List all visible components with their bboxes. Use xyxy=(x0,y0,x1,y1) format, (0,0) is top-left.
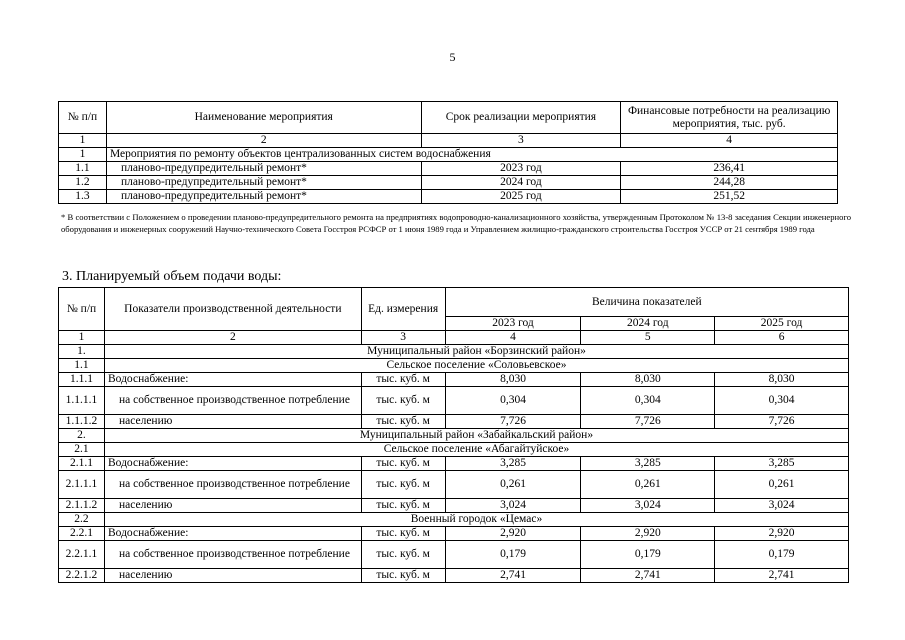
header-cell: Срок реализации мероприятия xyxy=(421,102,621,134)
measure-name: планово-предупредительный ремонт* xyxy=(106,176,421,190)
unit-cell: тыс. куб. м xyxy=(361,457,445,471)
value-2025: 0,261 xyxy=(715,471,849,499)
group-number: 1 xyxy=(59,148,107,162)
year-header: 2025 год xyxy=(715,317,849,331)
unit-cell: тыс. куб. м xyxy=(361,541,445,569)
indicator-name: населению xyxy=(104,415,361,429)
col-number-cell: 5 xyxy=(581,331,715,345)
row-number: 2. xyxy=(59,429,105,443)
table-row xyxy=(59,387,849,415)
row-number: 2.1.1.2 xyxy=(59,499,105,513)
table-row xyxy=(59,176,838,190)
unit-cell: тыс. куб. м xyxy=(361,569,445,583)
value-2023: 2,741 xyxy=(445,569,581,583)
row-number: 1.1.1.2 xyxy=(59,415,105,429)
col-number-cell: 2 xyxy=(104,331,361,345)
section-name: Муниципальный район «Забайкальский район» xyxy=(104,429,848,443)
indicator-name: населению xyxy=(104,499,361,513)
value-2023: 2,920 xyxy=(445,527,581,541)
measure-name: планово-предупредительный ремонт* xyxy=(106,190,421,204)
section-name: Военный городок «Цемас» xyxy=(104,513,848,527)
table-row xyxy=(59,373,849,387)
footnote: * В соответствии с Положением о проведении планово-предупредительного ремонта на предприятиях водопроводно-канализационного хозяйства, утвержденным Протоколом № 13-8 заседания Секции инженерного оборудования и инженерных сооружений Научно-технического Совета Госстроя РСФСР от 1 июня 1989 года и Управлением жилищно-гражданского строительства Госстроя УССР от 21 сентября 1989 года xyxy=(61,212,851,234)
value-2025: 2,920 xyxy=(715,527,849,541)
row-number: 1.3 xyxy=(59,190,107,204)
page-number: 5 xyxy=(449,50,456,64)
value-2023: 3,024 xyxy=(445,499,581,513)
measure-term: 2025 год xyxy=(421,190,621,204)
section-row xyxy=(59,429,849,443)
value-2024: 2,741 xyxy=(581,569,715,583)
header-cell: № п/п xyxy=(59,102,107,134)
unit-cell: тыс. куб. м xyxy=(361,499,445,513)
value-2023: 0,179 xyxy=(445,541,581,569)
unit-cell: тыс. куб. м xyxy=(361,415,445,429)
section-title: 3. Планируемый объем подачи воды: xyxy=(62,269,282,284)
row-number: 2.2.1.1 xyxy=(59,541,105,569)
value-2024: 2,920 xyxy=(581,527,715,541)
col-number-cell: 3 xyxy=(361,331,445,345)
value-2023: 8,030 xyxy=(445,373,581,387)
row-number: 2.2 xyxy=(59,513,105,527)
value-2024: 8,030 xyxy=(581,373,715,387)
row-number: 2.2.1 xyxy=(59,527,105,541)
year-header: 2024 год xyxy=(581,317,715,331)
table-row xyxy=(59,541,849,569)
value-2025: 0,179 xyxy=(715,541,849,569)
indicator-name: на собственное производственное потребление xyxy=(104,471,361,499)
measure-name: планово-предупредительный ремонт* xyxy=(106,162,421,176)
repair-measures-table xyxy=(58,101,838,204)
value-2025: 7,726 xyxy=(715,415,849,429)
group-name: Мероприятия по ремонту объектов централизованных систем водоснабжения xyxy=(106,148,837,162)
header-unit: Ед. измерения xyxy=(361,288,445,331)
col-number-cell: 2 xyxy=(106,134,421,148)
row-number: 1.1.1.1 xyxy=(59,387,105,415)
value-2024: 0,261 xyxy=(581,471,715,499)
unit-cell: тыс. куб. м xyxy=(361,373,445,387)
table-row xyxy=(59,527,849,541)
indicator-name: населению xyxy=(104,569,361,583)
header-num: № п/п xyxy=(59,288,105,331)
table-row xyxy=(59,499,849,513)
value-2024: 7,726 xyxy=(581,415,715,429)
section-row xyxy=(59,443,849,457)
value-2025: 2,741 xyxy=(715,569,849,583)
section-name: Сельское поселение «Соловьевское» xyxy=(104,359,848,373)
row-number: 1.1.1 xyxy=(59,373,105,387)
section-name: Муниципальный район «Борзинский район» xyxy=(104,345,848,359)
unit-cell: тыс. куб. м xyxy=(361,527,445,541)
value-2024: 3,024 xyxy=(581,499,715,513)
value-2025: 3,285 xyxy=(715,457,849,471)
row-number: 1.2 xyxy=(59,176,107,190)
col-number-cell: 6 xyxy=(715,331,849,345)
water-supply-volume-table xyxy=(58,287,849,583)
row-number: 1. xyxy=(59,345,105,359)
measure-amount: 251,52 xyxy=(621,190,838,204)
value-2023: 0,304 xyxy=(445,387,581,415)
value-2025: 3,024 xyxy=(715,499,849,513)
value-2023: 7,726 xyxy=(445,415,581,429)
table-row xyxy=(59,190,838,204)
section-row xyxy=(59,513,849,527)
measure-term: 2024 год xyxy=(421,176,621,190)
value-2024: 0,304 xyxy=(581,387,715,415)
table-row xyxy=(59,569,849,583)
table-row xyxy=(59,415,849,429)
row-number: 1.1 xyxy=(59,359,105,373)
indicator-name: Водоснабжение: xyxy=(104,457,361,471)
measure-amount: 244,28 xyxy=(621,176,838,190)
value-2023: 0,261 xyxy=(445,471,581,499)
col-number-cell: 4 xyxy=(445,331,581,345)
header-cell: Наименование мероприятия xyxy=(106,102,421,134)
header-indicator: Показатели производственной деятельности xyxy=(104,288,361,331)
value-2023: 3,285 xyxy=(445,457,581,471)
value-2025: 0,304 xyxy=(715,387,849,415)
col-number-cell: 4 xyxy=(621,134,838,148)
row-number: 2.2.1.2 xyxy=(59,569,105,583)
row-number: 2.1.1 xyxy=(59,457,105,471)
header-values: Величина показателей xyxy=(445,288,848,317)
section-name: Сельское поселение «Абагайтуйское» xyxy=(104,443,848,457)
indicator-name: на собственное производственное потребление xyxy=(104,387,361,415)
value-2024: 3,285 xyxy=(581,457,715,471)
table-row xyxy=(59,162,838,176)
year-header: 2023 год xyxy=(445,317,581,331)
table-row xyxy=(59,457,849,471)
col-number-cell: 1 xyxy=(59,134,107,148)
row-number: 2.1 xyxy=(59,443,105,457)
indicator-name: Водоснабжение: xyxy=(104,373,361,387)
section-row xyxy=(59,345,849,359)
unit-cell: тыс. куб. м xyxy=(361,387,445,415)
table-row xyxy=(59,471,849,499)
value-2024: 0,179 xyxy=(581,541,715,569)
indicator-name: Водоснабжение: xyxy=(104,527,361,541)
section-row xyxy=(59,359,849,373)
col-number-cell: 1 xyxy=(59,331,105,345)
measure-term: 2023 год xyxy=(421,162,621,176)
col-number-cell: 3 xyxy=(421,134,621,148)
indicator-name: на собственное производственное потребление xyxy=(104,541,361,569)
measure-amount: 236,41 xyxy=(621,162,838,176)
unit-cell: тыс. куб. м xyxy=(361,471,445,499)
header-cell: Финансовые потребности на реализацию мероприятия, тыс. руб. xyxy=(621,102,838,134)
row-number: 2.1.1.1 xyxy=(59,471,105,499)
row-number: 1.1 xyxy=(59,162,107,176)
value-2025: 8,030 xyxy=(715,373,849,387)
